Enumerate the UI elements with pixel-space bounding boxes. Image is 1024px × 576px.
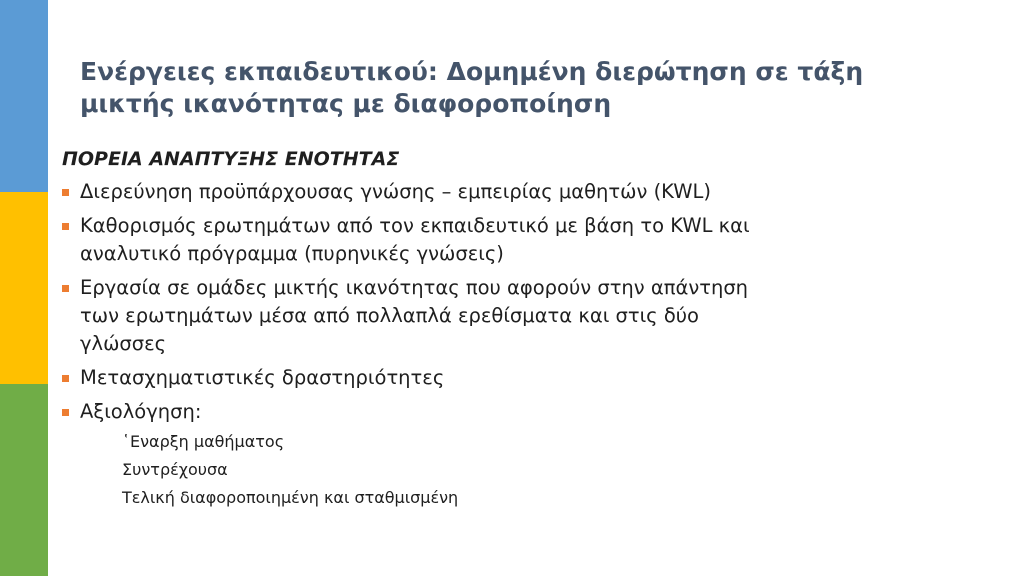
slide-title-line-1: Ενέργειες εκπαιδευτικού: Δομημένη διερώτηση σε τάξη bbox=[80, 57, 864, 86]
bullet-item bbox=[62, 274, 962, 358]
accent-stripe-blue bbox=[0, 0, 48, 192]
bullet-text: Αξιολόγηση: bbox=[80, 400, 202, 423]
sub-list bbox=[80, 428, 962, 512]
sub-item: ῾Εναρξη μαθήματος bbox=[122, 432, 285, 451]
sub-item: Συντρέχουσα bbox=[122, 460, 228, 479]
slide-content bbox=[62, 146, 962, 518]
bullet-text: αναλυτικό πρόγραμμα (πυρηνικές γνώσεις) bbox=[80, 242, 504, 265]
sub-item: Τελική διαφοροποιημένη και σταθμισμένη bbox=[122, 488, 459, 507]
bullet-square-icon bbox=[62, 223, 69, 230]
bullet-item bbox=[62, 398, 962, 512]
bullet-square-icon bbox=[62, 285, 69, 292]
bullet-item bbox=[62, 364, 962, 392]
bullet-text: Διερεύνηση προϋπάρχουσας γνώσης – εμπειρίας μαθητών (KWL) bbox=[80, 180, 712, 203]
bullet-item bbox=[62, 212, 962, 268]
bullet-text: Καθορισμός ερωτημάτων από τον εκπαιδευτικό με βάση το KWL και bbox=[80, 214, 750, 237]
accent-stripe-yellow bbox=[0, 192, 48, 384]
bullet-list bbox=[62, 178, 962, 512]
slide-title-line-2: μικτής ικανότητας με διαφοροποίηση bbox=[80, 89, 612, 118]
bullet-square-icon bbox=[62, 189, 69, 196]
bullet-text: Εργασία σε ομάδες μικτής ικανότητας που αφορούν στην απάντηση bbox=[80, 276, 749, 299]
bullet-item bbox=[62, 178, 962, 206]
bullet-text: των ερωτημάτων μέσα από πολλαπλά ερεθίσματα και στις δύο bbox=[80, 304, 699, 327]
bullet-text: Μετασχηματιστικές δραστηριότητες bbox=[80, 366, 445, 389]
section-heading: ΠΟΡΕΙΑ ΑΝΑΠΤΥΞΗΣ ΕΝΟΤΗΤΑΣ bbox=[62, 148, 400, 170]
slide-title bbox=[80, 56, 980, 120]
bullet-text: γλώσσες bbox=[80, 332, 167, 355]
accent-stripe-green bbox=[0, 384, 48, 576]
bullet-square-icon bbox=[62, 375, 69, 382]
bullet-square-icon bbox=[62, 409, 69, 416]
